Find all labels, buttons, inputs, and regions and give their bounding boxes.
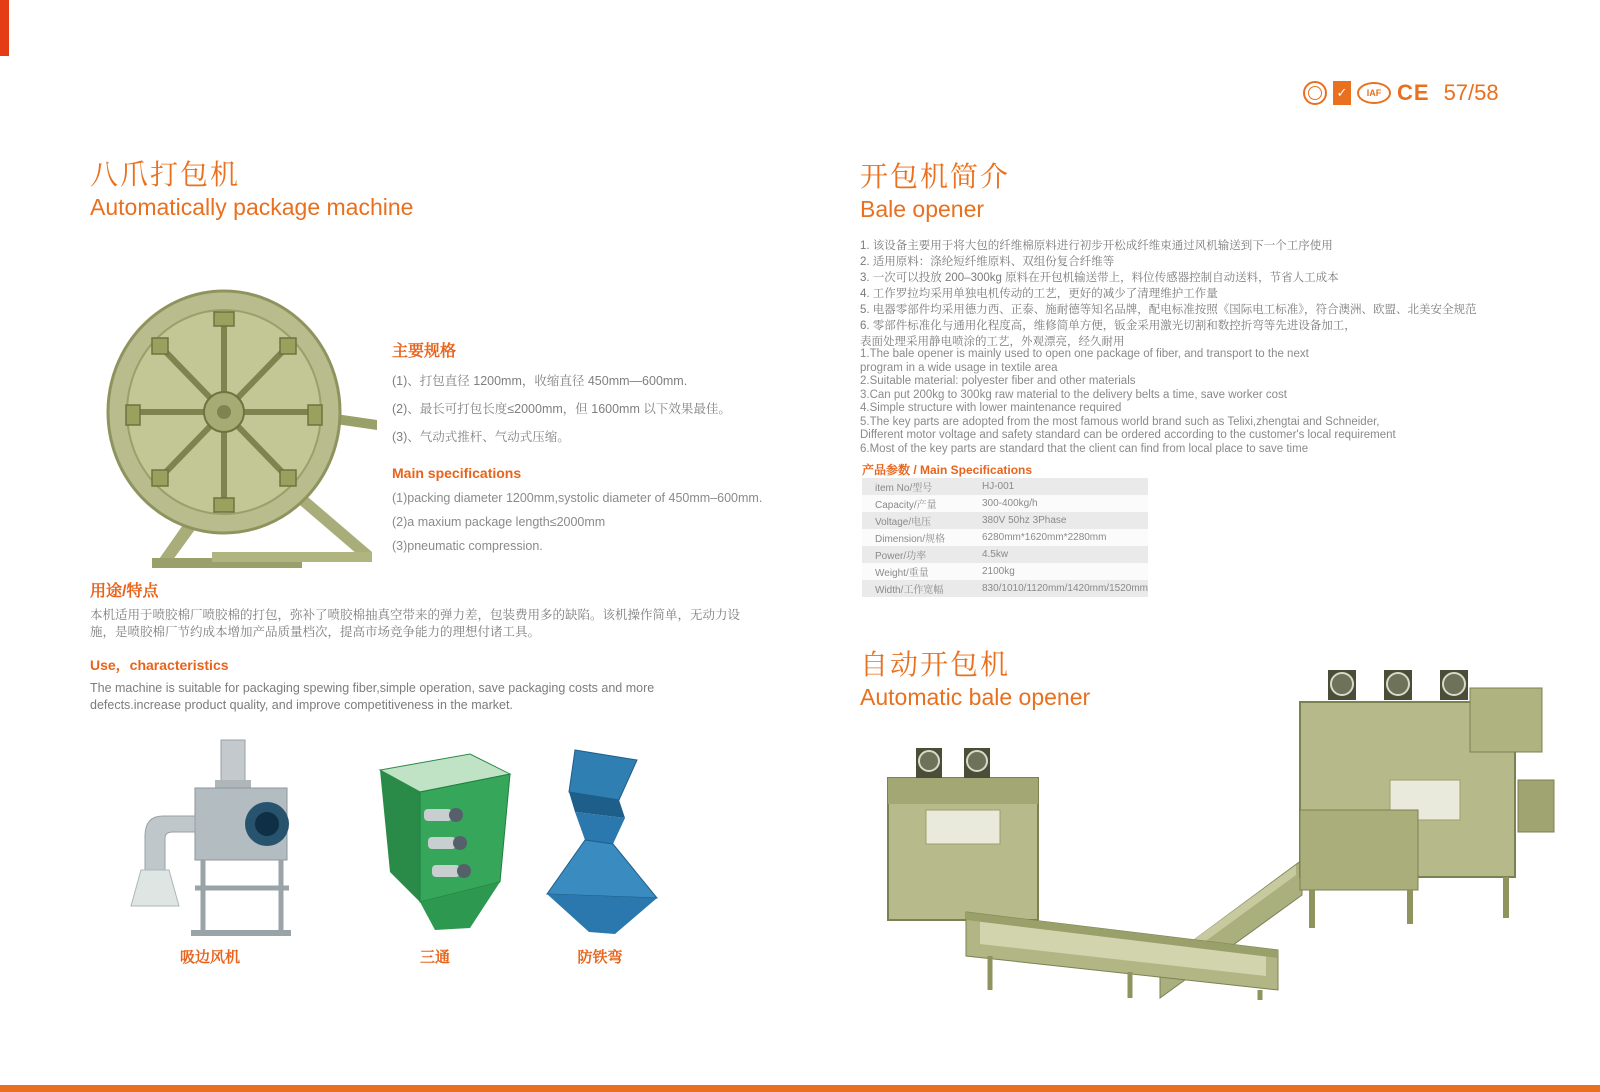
three-way-photo (350, 752, 520, 932)
table-cell-label: Capacity/产量 (875, 500, 937, 511)
corner-accent-tab (0, 0, 9, 56)
table-row (862, 512, 1148, 529)
feature-line: 4. 工作罗拉均采用单独电机传动的工艺，更好的减少了清理维护工作量 (860, 288, 1218, 300)
feature-line: 1. 该设备主要用于将大包的纤维棉原料进行初步开松成纤维束通过风机输送到下一个工序使用 (860, 240, 1333, 252)
right-title2-en: Automatic bale opener (860, 684, 1091, 710)
right-title-en: Bale opener (860, 196, 985, 222)
feature-list-zh (860, 238, 1477, 350)
feature-line: 表面处理采用静电喷涂的工艺，外观漂亮，经久耐用 (860, 336, 1125, 348)
spec-item-en: (1)packing diameter 1200mm,systolic diameter of 450mm–600mm. (392, 491, 763, 505)
table-cell-value: 300-400kg/h (981, 498, 1038, 509)
certification-row (1303, 80, 1499, 106)
spec-item-zh: (3)、气动式推杆、气动式压缩。 (392, 430, 570, 444)
spec-heading-en: Main specifications (392, 465, 522, 481)
left-spec-block (392, 338, 772, 558)
table-cell-value: 6280mm*1620mm*2280mm (981, 532, 1107, 543)
use-heading-en: Use，characteristics (90, 657, 229, 673)
iaf-seal-icon: IAF (1357, 82, 1391, 104)
feature-line: 6. 零部件标准化与通用化程度高，维修简单方便，钣金采用激光切割和数控折弯等先进设备加工， (860, 320, 1356, 332)
bale-opener-photo (830, 660, 1560, 1000)
spec-table (862, 478, 1148, 597)
table-cell-label: item No/型号 (875, 483, 933, 494)
use-block (90, 578, 740, 714)
table-row (862, 478, 1148, 495)
use-body-en: The machine is suitable for packaging spewing fiber,simple operation, save packaging costs and more defects.increase product quality, and improve competitiveness in the market. (90, 681, 655, 712)
use-heading-zh: 用途/特点 (90, 583, 159, 600)
feature-line: 3.Can put 200kg to 300kg raw material to the delivery belts a time, save worker cost (860, 388, 1287, 401)
left-product-title (90, 158, 413, 222)
table-row (862, 563, 1148, 580)
spec-heading-zh: 主要规格 (392, 343, 457, 360)
left-title-en: Automatically package machine (90, 194, 414, 220)
table-cell-label: Weight/重量 (875, 568, 929, 579)
table-cell-value: HJ-001 (981, 481, 1015, 492)
table-cell-label: Width/工作宽幅 (875, 585, 944, 596)
right-title2-zh: 自动开包机 (860, 649, 1011, 680)
feature-line: 5.The key parts are adopted from the most famous world brand such as Telixi,zhengtai and Schneider, (860, 415, 1380, 428)
feature-line: 3. 一次可以投放 200–300kg 原料在开包机输送带上，料位传感器控制自动送料，节省人工成本 (860, 272, 1339, 284)
feature-list-en (860, 348, 1396, 456)
anti-iron-bend-photo (545, 748, 665, 938)
table-cell-value: 4.5kw (981, 549, 1009, 560)
thumb-label-anti-iron-bend: 防铁弯 (577, 949, 623, 966)
right-product-title (860, 160, 1010, 224)
table-cell-label: Voltage/电压 (875, 517, 932, 528)
table-row (862, 580, 1148, 597)
table-cell-value: 2100kg (981, 566, 1015, 577)
page-number: 57/58 (1443, 80, 1499, 105)
feature-line: 2.Suitable material: polyester fiber and other materials (860, 375, 1136, 387)
right-title-zh: 开包机简介 (860, 161, 1011, 192)
spec-item-zh: (2)、最长可打包长度≤2000mm，但 1600mm 以下效果最佳。 (392, 402, 731, 416)
feature-line: 6.Most of the key parts are standard that the client can find from local place to save time (860, 442, 1309, 455)
use-body-zh: 本机适用于喷胶棉厂喷胶棉的打包，弥补了喷胶棉抽真空带来的弹力差，包装费用多的缺陷。该机操作简单，无动力设施，是喷胶棉厂节约成本增加产品质量档次，提高市场竞争能力的理想付诸工具。 (90, 608, 741, 639)
check-badge-icon: ✓ (1333, 81, 1351, 105)
suction-fan-photo (125, 738, 325, 938)
table-cell-label: Dimension/规格 (875, 534, 946, 545)
ce-mark-icon: CE (1397, 80, 1430, 105)
spec-item-en: (2)a maxium package length≤2000mm (392, 515, 606, 529)
table-row (862, 495, 1148, 512)
feature-line: 1.The bale opener is mainly used to open one package of fiber, and transport to the next (860, 348, 1309, 360)
thumb-label-suction-fan: 吸边风机 (179, 949, 240, 966)
feature-line: Different motor voltage and safety standard can be ordered according to the customer's local requirement (860, 429, 1396, 441)
spec-table-heading: 产品参数 / Main Specifications (862, 463, 1033, 477)
table-cell-value: 380V 50hz 3Phase (981, 515, 1067, 526)
table-cell-label: Power/功率 (875, 551, 927, 562)
thumb-label-three-way: 三通 (419, 949, 450, 966)
table-row (862, 529, 1148, 546)
spec-item-zh: (1)、打包直径 1200mm，收缩直径 450mm—600mm. (392, 374, 688, 388)
feature-line: 5. 电器零部件均采用德力西、正泰、施耐德等知名品牌，配电标准按照《国际电工标准》，符合澳洲、欧盟、北美安全规范 (860, 304, 1477, 316)
feature-line: 2. 适用原料：涤纶短纤维原料、双组份复合纤维等 (860, 256, 1115, 268)
feature-line: program in a wide usage in textile area (860, 361, 1058, 374)
table-row (862, 546, 1148, 563)
quality-seal-icon (1303, 81, 1327, 105)
feature-line: 4.Simple structure with lower maintenance required (860, 402, 1122, 414)
spec-item-en: (3)pneumatic compression. (392, 539, 543, 553)
left-title-zh: 八爪打包机 (90, 159, 241, 190)
table-cell-value: 830/1010/1120mm/1420mm/1520mm (981, 583, 1148, 594)
bottom-accent-bar (0, 1085, 1600, 1092)
packaging-machine-photo (72, 262, 387, 572)
